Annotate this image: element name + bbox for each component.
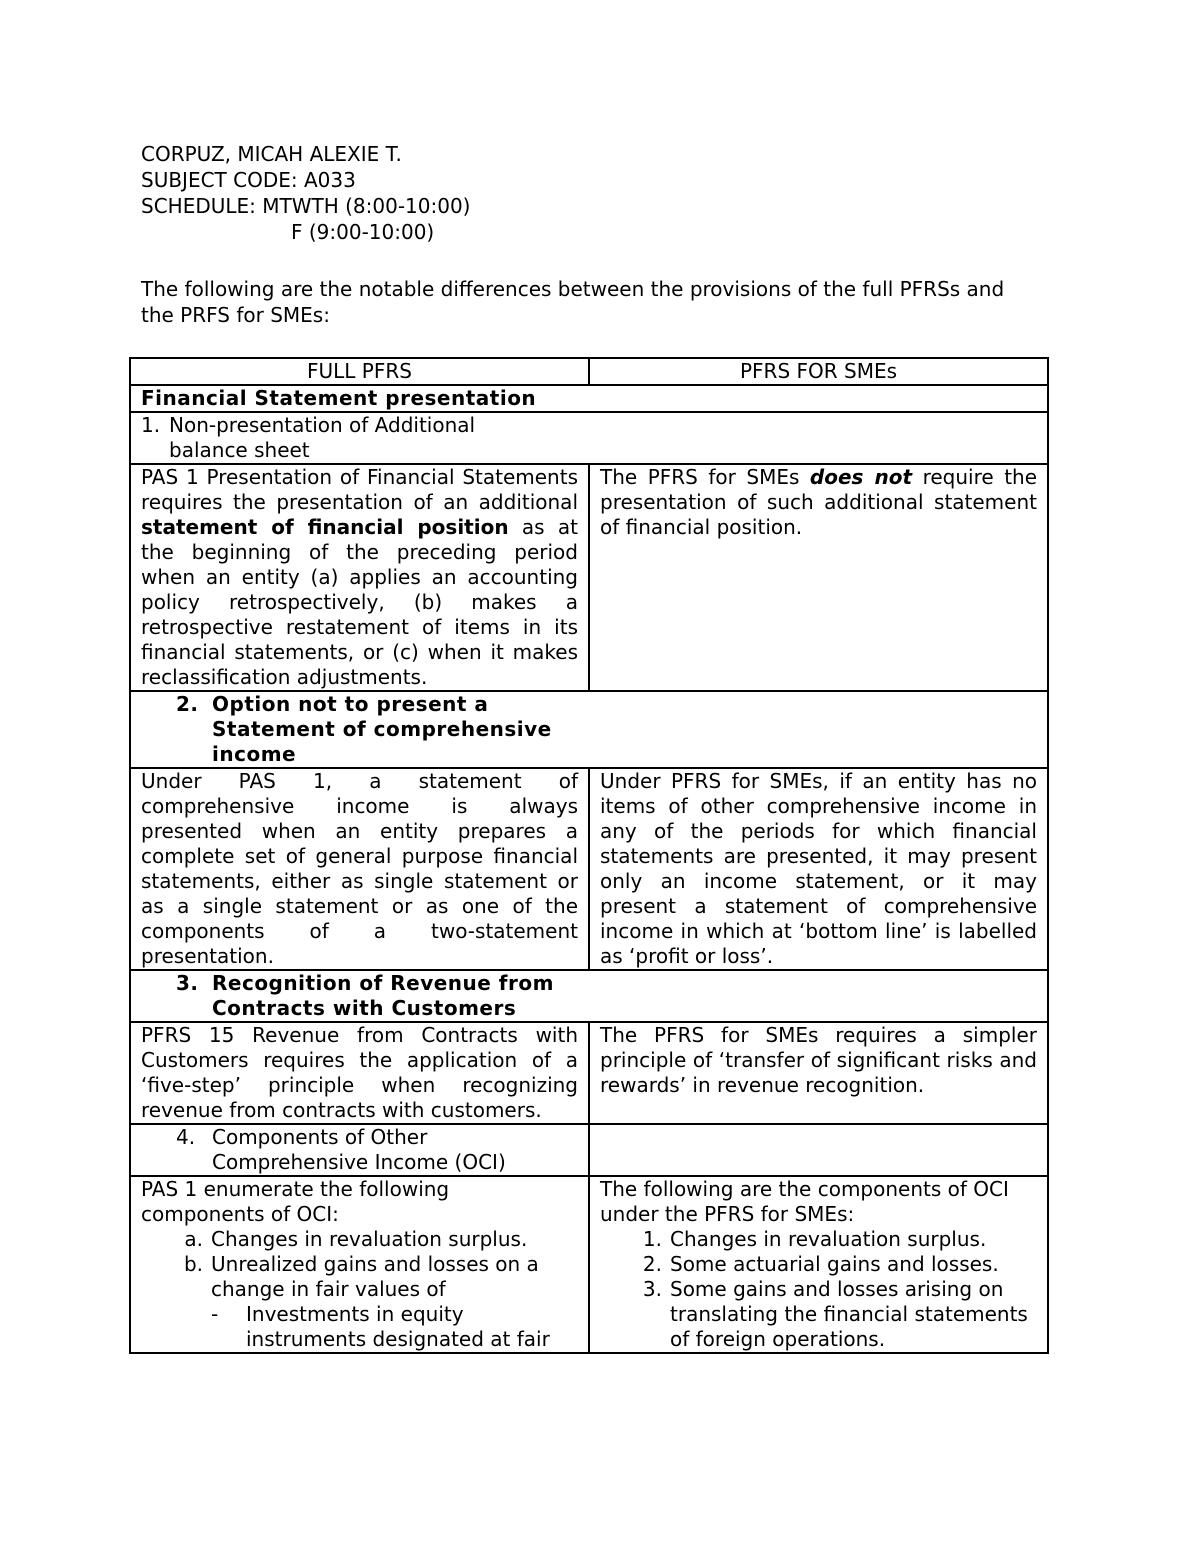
schedule-line-2: F (9:00-10:00) [291, 220, 435, 244]
list-item: 3. Some gains and losses arising on translating the financial statements of foreign operations. [642, 1277, 1028, 1351]
item-title-row [130, 691, 1048, 768]
item-2-full-pfrs: Under PAS 1, a statement of comprehensive income is always presented when an entity prepares a complete set of general purpose financial statements, either as single statement or as a single statement or as one of the components of a two-statement presentation. [130, 768, 589, 970]
list-item: a. Changes in revaluation surplus. [184, 1227, 528, 1251]
item-title-row [130, 970, 1048, 1022]
empty-cell [589, 1124, 1048, 1176]
item-title-row [130, 412, 1048, 464]
item-4-title: 4. Components of Other Comprehensive Income (OCI) [176, 1125, 506, 1174]
item-1-full-pfrs: PAS 1 Presentation of Financial Statements requires the presentation of an additional statement of financial position as at the beginning of the preceding period when an entity (a) applies an accounting policy retrospectively, (b) makes a retrospective restatement of items in its financial statements, or (c) when it makes reclassification adjustments. [130, 464, 589, 691]
item-3-title: 3. Recognition of Revenue from Contracts with Customers [176, 971, 554, 1020]
list-item: 2. Some actuarial gains and losses. [642, 1252, 999, 1276]
list-item: b. Unrealized gains and losses on a change in fair values of [183, 1252, 539, 1301]
column-header-full-pfrs: FULL PFRS [130, 358, 589, 385]
schedule-line-1: SCHEDULE: MTWTH (8:00-10:00) [141, 194, 471, 218]
item-4-pfrs-smes: The following are the components of OCI under the PFRS for SMEs: 1. Changes in revaluation surplus. 2. Some actuarial gains and losses. 3. Some gains and losses arising on translating the financial statements of foreign operations. [589, 1176, 1048, 1353]
item-2-pfrs-smes: Under PFRS for SMEs, if an entity has no items of other comprehensive income in any of the periods for which financial statements are presented, it may present only an income statement, or it may present a statement of comprehensive income in which at ‘bottom line’ is labelled as ‘profit or loss’. [589, 768, 1048, 970]
item-2-title: 2. Option not to present a Statement of comprehensive income [176, 692, 552, 766]
item-1-title: 1. Non-presentation of Additional balance sheet [141, 413, 476, 462]
list-item: - Investments in equity instruments designated at fair [211, 1302, 550, 1351]
table-row [130, 1176, 1048, 1353]
section-title: Financial Statement presentation [130, 385, 1048, 412]
list-item: 1. Changes in revaluation surplus. [642, 1227, 987, 1251]
section-row [130, 385, 1048, 412]
comparison-table [129, 357, 1049, 1354]
table-row [130, 464, 1048, 691]
table-row [130, 1022, 1048, 1124]
item-4-full-pfrs: PAS 1 enumerate the following components of OCI: a. Changes in revaluation surplus. b. Unrealized gains and losses on a change in fair values of - Investments in equity instruments designated at fair [130, 1176, 589, 1353]
table-row [130, 768, 1048, 970]
table-header-row [130, 358, 1048, 385]
item-title-row [130, 1124, 1048, 1176]
item-3-pfrs-smes: The PFRS for SMEs requires a simpler principle of ‘transfer of significant risks and rewards’ in revenue recognition. [589, 1022, 1048, 1124]
student-header [141, 141, 470, 245]
intro-paragraph: The following are the notable differences between the provisions of the full PFRSs and the PRFS for SMEs: [141, 277, 1005, 327]
student-name: CORPUZ, MICAH ALEXIE T. [141, 142, 402, 166]
item-1-pfrs-smes: The PFRS for SMEs does not require the presentation of such additional statement of financial position. [589, 464, 1048, 691]
subject-code: SUBJECT CODE: A033 [141, 168, 356, 192]
column-header-pfrs-smes: PFRS FOR SMEs [589, 358, 1048, 385]
item-3-full-pfrs: PFRS 15 Revenue from Contracts with Customers requires the application of a ‘five-step’ principle when recognizing revenue from contracts with customers. [130, 1022, 589, 1124]
